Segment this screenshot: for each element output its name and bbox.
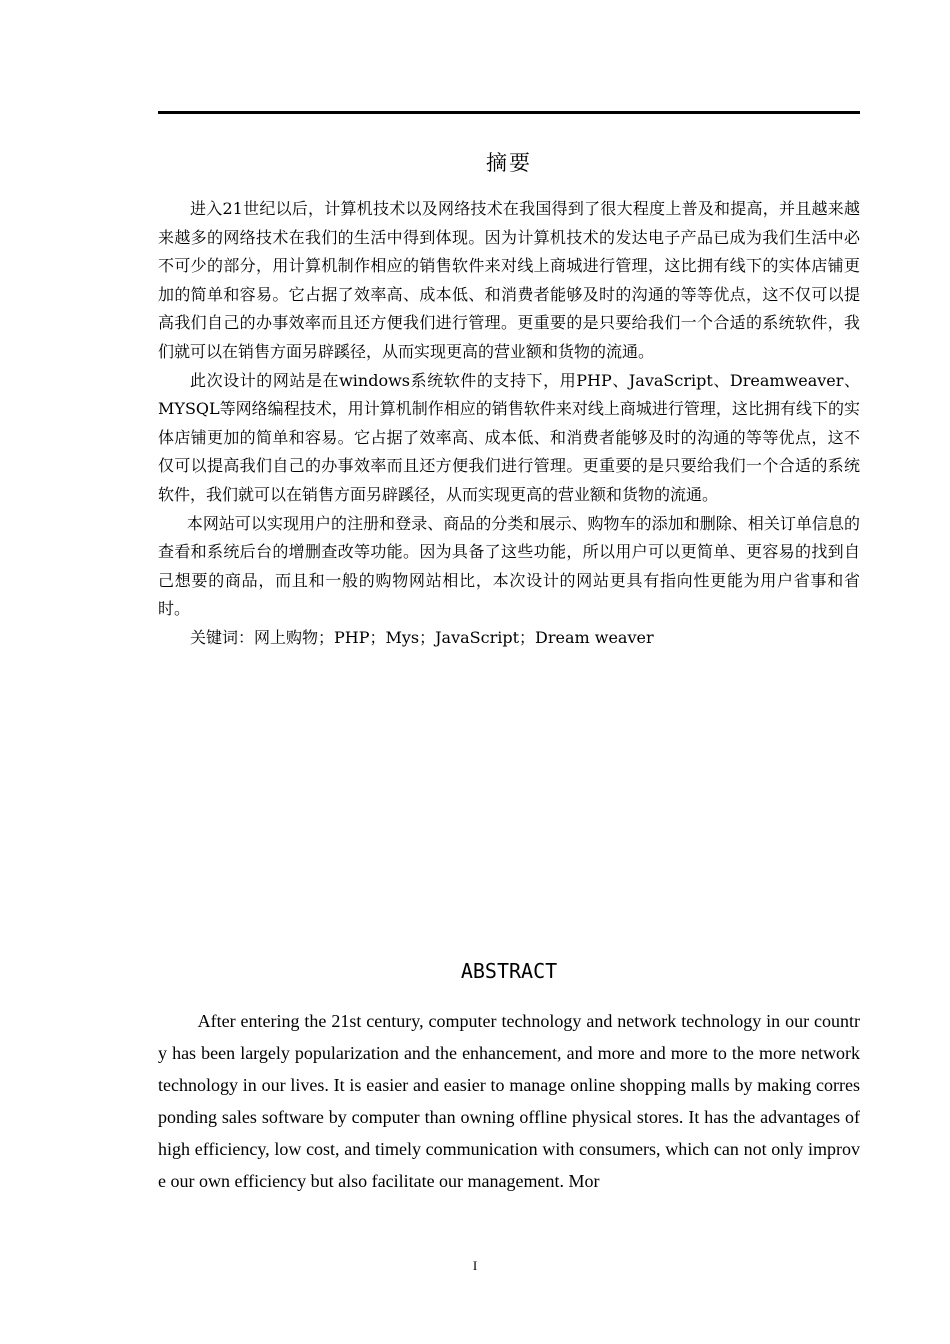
- keywords-label: 关键词：: [190, 627, 255, 647]
- chinese-abstract-paragraph-3: 本网站可以实现用户的注册和登录、商品的分类和展示、购物车的添加和删除、相关订单信息的查看和系统后台的增删查改等功能。因为具备了这些功能，所以用户可以更简单、更容易的找到自己想要的商品，而且和一般的购物网站相比，本次设计的网站更具有指向性更能为用户省事和省时。: [158, 513, 860, 619]
- keywords-line: [158, 624, 860, 653]
- header-rule: [158, 111, 860, 114]
- chinese-abstract-title: 摘要: [486, 151, 532, 175]
- chinese-abstract-paragraph-1: 进入21世纪以后，计算机技术以及网络技术在我国得到了很大程度上普及和提高，并且越来越来越多的网络技术在我们的生活中得到体现。因为计算机技术的发达电子产品已成为我们生活中必不可少的部分，用计算机制作相应的销售软件来对线上商城进行管理，这比拥有线下的实体店铺更加的简单和容易。它占据了效率高、成本低、和消费者能够及时的沟通的等等优点，这不仅可以提高我们自己的办事效率而且还方便我们进行管理。更重要的是只要给我们一个合适的系统软件，我们就可以在销售方面另辟蹊径，从而实现更高的营业额和货物的流通。: [158, 199, 860, 361]
- chinese-abstract-paragraph-2: 此次设计的网站是在windows系统软件的支持下，用PHP、JavaScript、Dreamweaver、MYSQL等网络编程技术，用计算机制作相应的销售软件来对线上商城进行管理，这比拥有线下的实体店铺更加的简单和容易。它占据了效率高、成本低、和消费者能够及时的沟通的等等优点，这不仅可以提高我们自己的办事效率而且还方便我们进行管理。更重要的是只要给我们一个合适的系统软件，我们就可以在销售方面另辟蹊径，从而实现更高的营业额和货物的流通。: [158, 370, 860, 504]
- page-number: I: [472, 1258, 478, 1273]
- chinese-abstract-body: [158, 195, 860, 653]
- english-abstract-title: ABSTRACT: [460, 959, 558, 983]
- keywords-value: 网上购物；PHP；Mys；JavaScript；Dream weaver: [254, 627, 654, 647]
- english-abstract-body: [158, 1005, 860, 1197]
- english-abstract-paragraph: After entering the 21st century, computer technology and network technology in our country has been largely popularization and the enhancement, and more and more to the more network technology in our lives. It is easier and easier to manage online shopping malls by making corresponding sales software by computer than owning offline physical stores. It has the advantages of high efficiency, low cost, and timely communication with consumers, which can not only improve our own efficiency but also facilitate our management. Mor: [158, 1011, 860, 1191]
